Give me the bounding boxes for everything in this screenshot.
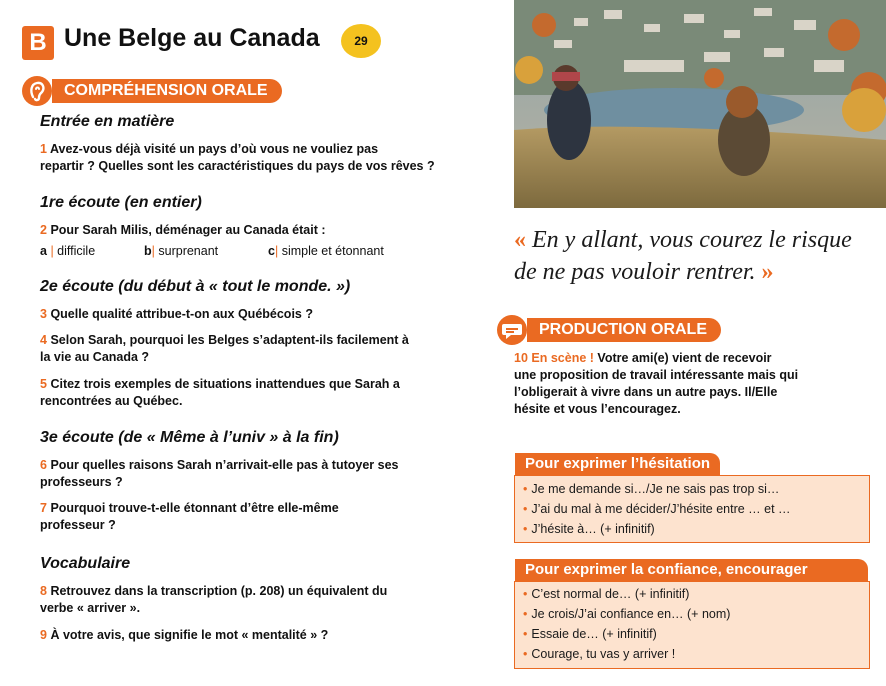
ecoute2-title: 2e écoute (du début à « tout le monde. ») <box>40 278 351 295</box>
question-text: hésite et vous l’encouragez. <box>514 402 681 416</box>
question-text: Retrouvez dans la transcription (p. 208) un équivalent du <box>50 584 388 598</box>
question-text: Pour Sarah Milis, déménager au Canada était : <box>50 223 326 237</box>
option-letter: b <box>144 244 152 258</box>
vocabulaire-title: Vocabulaire <box>40 555 131 572</box>
question-text: repartir ? Quelles sont les caractéristiques du pays de vos rêves ? <box>40 159 435 173</box>
question-text: l’obligerait à vivre dans un autre pays. Il/Elle <box>514 385 778 399</box>
list-item: • J’ai du mal à me décider/J’hésite entre … et … <box>523 502 791 516</box>
question-text: Selon Sarah, pourquoi les Belges s’adaptent-ils facilement à <box>50 333 409 347</box>
quote-line-2: de ne pas vouloir rentrer. <box>514 259 756 285</box>
question-number: 6 <box>40 458 47 472</box>
list-item: • Courage, tu vas y arriver ! <box>523 647 676 661</box>
audio-track-badge[interactable]: 29 <box>341 24 381 58</box>
option-text: simple et étonnant <box>281 244 384 258</box>
question-text: Citez trois exemples de situations inattendues que Sarah a <box>50 377 400 391</box>
question-text: Avez-vous déjà visité un pays d’où vous ne vouliez pas <box>49 142 379 156</box>
question-text: Pour quelles raisons Sarah n’arrivait-elle pas à tutoyer ses <box>50 458 399 472</box>
question-number: 7 <box>40 501 47 515</box>
question-8 <box>40 583 510 617</box>
option-c: c| simple et étonnant <box>268 244 384 258</box>
list-item: • Essaie de… (+ infinitif) <box>523 627 657 641</box>
question-2 <box>40 222 510 239</box>
section-badge: B <box>22 26 54 60</box>
question-number: 9 <box>40 628 47 642</box>
speech-bubble-icon <box>497 315 527 345</box>
question-text: À votre avis, que signifie le mot « mentalité » ? <box>50 628 329 642</box>
option-a: a | difficile <box>40 244 96 258</box>
question-4 <box>40 332 510 366</box>
question-10 <box>514 350 874 418</box>
quote-close: » <box>761 259 774 285</box>
hesitation-box <box>514 475 870 543</box>
question-number: 10 <box>514 351 528 365</box>
hesitation-box-title: Pour exprimer l’hésitation <box>515 453 720 475</box>
question-text: professeurs ? <box>40 475 123 489</box>
list-item: • Je me demande si…/Je ne sais pas trop si… <box>523 482 780 496</box>
question-9 <box>40 627 510 644</box>
question-number: 2 <box>40 223 47 237</box>
question-3 <box>40 306 510 323</box>
question-text: une proposition de travail intéressante mais qui <box>514 368 799 382</box>
question-text: Pourquoi trouve-t-elle étonnant d’être elle-même <box>50 501 339 515</box>
question-number: 5 <box>40 377 47 391</box>
question-text: Quelle qualité attribue-t-on aux Québécois ? <box>50 307 313 321</box>
ear-icon <box>22 76 52 106</box>
question-text: la vie au Canada ? <box>40 350 150 364</box>
question-label: En scène ! <box>531 351 594 365</box>
quote-open: « <box>514 227 526 253</box>
question-7 <box>40 500 510 534</box>
option-text: difficile <box>57 244 96 258</box>
comprehension-heading: COMPRÉHENSION ORALE <box>52 79 282 103</box>
question-text: rencontrées au Québec. <box>40 394 183 408</box>
question-1 <box>40 141 510 175</box>
option-letter: c <box>268 244 275 258</box>
entree-title: Entrée en matière <box>40 113 175 130</box>
question-5 <box>40 376 510 410</box>
question-number: 3 <box>40 307 47 321</box>
quote <box>514 224 886 288</box>
question-number: 8 <box>40 584 47 598</box>
list-item: • Je crois/J’ai confiance en… (+ nom) <box>523 607 731 621</box>
list-item: • J’hésite à… (+ infinitif) <box>523 522 655 536</box>
option-letter: a <box>40 244 47 258</box>
question-number: 1 <box>40 142 47 156</box>
question-number: 4 <box>40 333 47 347</box>
question-text: Votre ami(e) vient de recevoir <box>597 351 772 365</box>
question-text: professeur ? <box>40 518 116 532</box>
ecoute1-title: 1re écoute (en entier) <box>40 194 202 211</box>
photo-two-women-lake <box>514 0 886 208</box>
option-b: b| surprenant <box>144 244 219 258</box>
ecoute3-title: 3e écoute (de « Même à l’univ » à la fin) <box>40 429 339 446</box>
question-6 <box>40 457 510 491</box>
option-text: surprenant <box>158 244 219 258</box>
list-item: • C’est normal de… (+ infinitif) <box>523 587 690 601</box>
quote-line-1: En y allant, vous courez le risque <box>532 227 852 253</box>
page-title: Une Belge au Canada <box>64 24 320 52</box>
production-heading: PRODUCTION ORALE <box>527 318 721 342</box>
confiance-box-title: Pour exprimer la confiance, encourager <box>515 559 868 581</box>
confiance-box <box>514 581 870 669</box>
question-text: verbe « arriver ». <box>40 601 141 615</box>
